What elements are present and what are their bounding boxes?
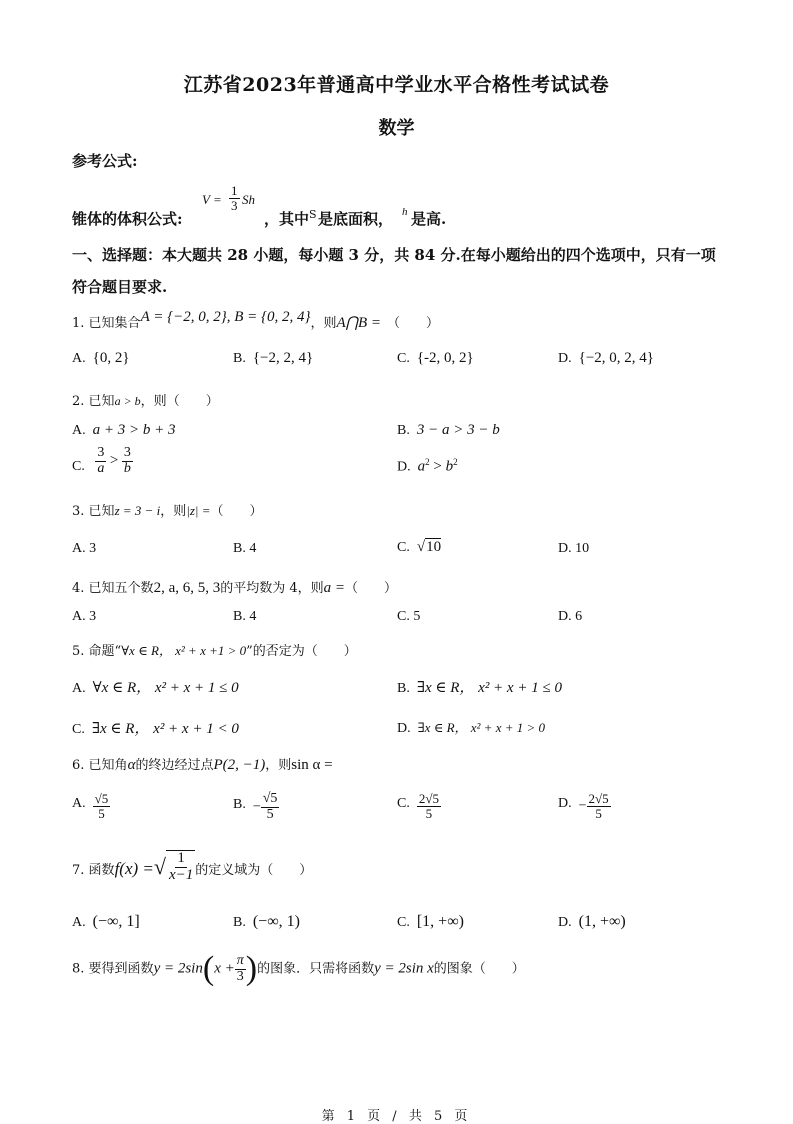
q4-option-c[interactable]: C. 5 — [397, 609, 421, 624]
q5-option-d[interactable]: D. ∃x ∈ R， x² + x + 1 > 0 — [397, 720, 546, 736]
question-2: 2. 已知a > b，则（ ） — [72, 394, 219, 409]
q6-option-b[interactable]: B. − $\frac{√5}{5}$ — [233, 791, 278, 822]
reference-heading: 参考公式: — [72, 152, 138, 170]
q2-option-d[interactable]: D. $a^2 > b^2$ — [397, 457, 458, 475]
q5-option-a[interactable]: A. ∀x ∈ R， x² + x + 1 ≤ 0 — [72, 680, 239, 696]
q3-option-d[interactable]: D. 10 — [558, 541, 590, 556]
section-instructions-line1: 一、选择题：本大题共 28 小题，每小题 3 分，共 84 分.在每小题给出的四个选项中，只有一项 — [72, 246, 716, 264]
exam-title: 江苏省2023年普通高中学业水平合格性考试试卷 — [183, 74, 610, 96]
q3-option-c[interactable]: C. √10 — [397, 539, 442, 555]
q4-option-d[interactable]: D. 6 — [558, 609, 583, 624]
q2-option-b[interactable]: B. 3 − a > 3 − b — [397, 422, 500, 438]
formula-note-mid: 是底面积， — [318, 210, 394, 228]
subject-title: 数学 — [378, 118, 415, 139]
formula-note-prefix: ，其中 — [264, 210, 310, 228]
q4-option-a[interactable]: A. 3 — [72, 609, 97, 624]
q6-option-c[interactable]: C. $\frac{2√5}{5}$ — [397, 791, 439, 821]
formula-label: 锥体的体积公式: — [72, 210, 183, 228]
question-3: 3. 已知z = 3 − i，则|z| =（ ） — [72, 503, 263, 519]
q7-option-a[interactable]: A. (−∞, 1] — [72, 913, 140, 930]
q2-option-c[interactable]: C. $\frac{3}{a}$ > $\frac{3}{b}$ — [72, 445, 131, 476]
q3-option-a[interactable]: A. 3 — [72, 541, 97, 556]
formula-h: h — [402, 206, 408, 218]
q5-option-b[interactable]: B. ∃x ∈ R， x² + x + 1 ≤ 0 — [397, 680, 562, 696]
left-paren-icon: ( — [202, 950, 215, 987]
q3-option-b[interactable]: B. 4 — [233, 541, 257, 556]
q1-option-d[interactable]: D. {−2, 0, 2, 4} — [558, 350, 654, 366]
q1-option-a[interactable]: A. {0, 2} — [72, 350, 130, 366]
radical-icon: √ — [153, 853, 166, 879]
question-8: 8. 要得到函数y = 2sin(x + $\frac{\pi}{3}$ )的图象．只需将函数y = 2sin x的图象（ ） — [72, 950, 525, 987]
formula-note-suffix: 是高. — [411, 210, 447, 228]
page-indicator: 第 1 页 / 共 5 页 — [321, 1109, 472, 1124]
question-4: 4. 已知五个数2, a, 6, 5, 3的平均数为 4，则a =（ ） — [72, 580, 398, 596]
formula-fraction: $\frac{1}{3}$ — [231, 183, 238, 213]
question-1: 1. 已知集合A = {−2, 0, 2}, B = {0, 2, 4}，则A⋂B = （ ） — [72, 309, 440, 331]
q1-option-c[interactable]: C. {-2, 0, 2} — [397, 350, 474, 366]
formula-rhs: Sh — [242, 192, 255, 207]
q4-option-b[interactable]: B. 4 — [233, 609, 257, 624]
q5-option-c[interactable]: C. ∃x ∈ R， x² + x + 1 < 0 — [72, 721, 239, 737]
q1-option-b[interactable]: B. {−2, 2, 4} — [233, 350, 314, 366]
section-instructions-line2: 符合题目要求. — [72, 278, 168, 296]
question-6: 6. 已知角α的终边经过点P(2, −1)，则sin α = — [72, 757, 333, 773]
formula-lhs: V = — [202, 192, 222, 207]
formula-S: S — [309, 208, 317, 221]
q6-option-a[interactable]: A. $\frac{√5}{5}$ — [72, 791, 109, 821]
q7-option-b[interactable]: B. (−∞, 1) — [233, 913, 300, 930]
question-5: 5. 命题“∀x ∈ R， x² + x +1 > 0”的否定为（ ） — [72, 643, 357, 659]
question-7: 7. 函数f(x) =√ $\frac{1}{x-1}$ 的定义域为（ ） — [72, 850, 313, 883]
q7-option-d[interactable]: D. (1, +∞) — [558, 913, 626, 930]
right-paren-icon: ) — [245, 950, 258, 987]
q6-option-d[interactable]: D. − $\frac{2√5}{5}$ — [558, 791, 609, 821]
q7-option-c[interactable]: C. [1, +∞) — [397, 913, 464, 930]
q2-option-a[interactable]: A. a + 3 > b + 3 — [72, 422, 176, 438]
